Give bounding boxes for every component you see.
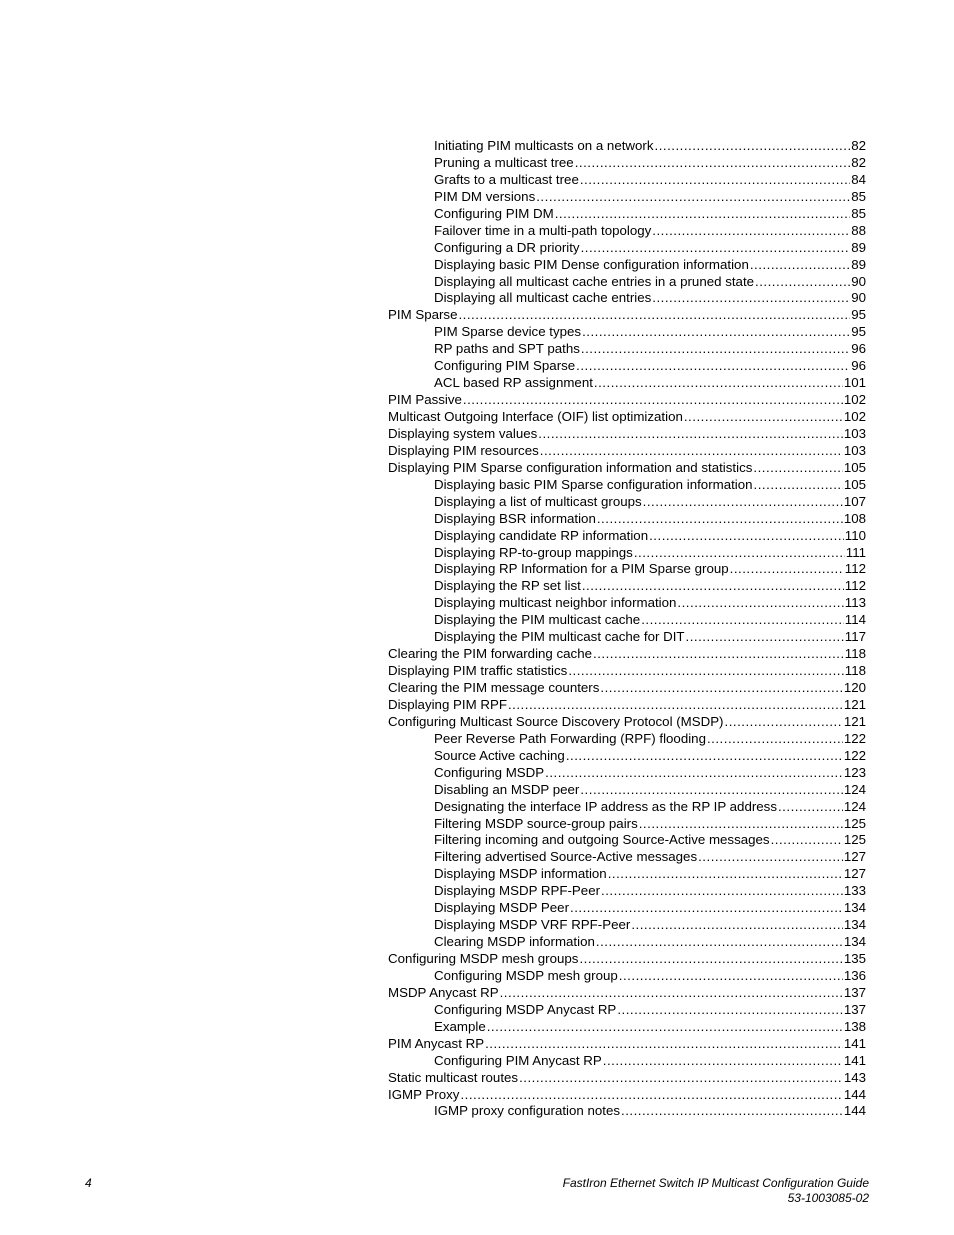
- toc-entry-title: Displaying a list of multicast groups: [434, 493, 642, 509]
- toc-entry-page: 121: [843, 696, 866, 712]
- toc-leader-dots: [755, 274, 850, 291]
- toc-leader-dots: [600, 680, 842, 697]
- toc-entry[interactable]: [388, 409, 866, 426]
- toc-entry-page: 123: [843, 764, 866, 780]
- toc-entry-page: 84: [851, 171, 866, 187]
- toc-leader-dots: [508, 697, 843, 714]
- toc-leader-dots: [771, 832, 843, 849]
- toc-entry[interactable]: [388, 985, 866, 1002]
- toc-entry-title: Displaying RP Information for a PIM Sparse group: [434, 561, 729, 577]
- toc-entry-page: 95: [851, 307, 866, 323]
- toc-leader-dots: [582, 324, 850, 341]
- toc-entry[interactable]: [388, 290, 866, 307]
- toc-entry-title: Filtering MSDP source-group pairs: [434, 815, 638, 831]
- toc-leader-dots: [597, 511, 843, 528]
- toc-entry-page: 114: [844, 612, 866, 628]
- toc-entry-title: Initiating PIM multicasts on a network: [434, 138, 654, 153]
- toc-leader-dots: [639, 816, 843, 833]
- toc-entry-title: Multicast Outgoing Interface (OIF) list optimization: [388, 409, 683, 424]
- toc-entry-title: Configuring MSDP mesh groups: [388, 951, 579, 966]
- toc-leader-dots: [593, 646, 844, 663]
- toc-entry-title: PIM DM versions: [434, 188, 536, 204]
- toc-leader-dots: [580, 782, 842, 799]
- toc-entry[interactable]: [388, 866, 866, 883]
- toc-entry-title: PIM Sparse device types: [434, 324, 582, 340]
- toc-entry[interactable]: [388, 1087, 866, 1104]
- toc-entry[interactable]: [388, 765, 866, 782]
- toc-entry-page: 82: [851, 138, 866, 153]
- toc-entry-page: 141: [843, 1052, 866, 1068]
- toc-entry-page: 103: [843, 425, 866, 441]
- toc-entry-title: Configuring PIM Sparse: [434, 358, 576, 374]
- toc-leader-dots: [575, 155, 851, 172]
- toc-entry[interactable]: [388, 663, 866, 680]
- toc-leader-dots: [619, 968, 843, 985]
- toc-entry-title: Displaying the PIM multicast cache for DIT: [434, 629, 685, 645]
- toc-entry-page: 144: [843, 1086, 866, 1102]
- toc-entry-title: IGMP Proxy: [388, 1086, 460, 1102]
- toc-entry-title: MSDP Anycast RP: [388, 984, 499, 1000]
- toc-entry[interactable]: [388, 731, 866, 748]
- toc-entry-title: Configuring a DR priority: [434, 239, 580, 255]
- toc-entry-title: Source Active caching: [434, 747, 565, 763]
- toc-entry-title: Displaying system values: [388, 425, 538, 441]
- toc-leader-dots: [608, 866, 843, 883]
- toc-entry-page: 141: [843, 1035, 866, 1051]
- toc-entry-page: 111: [845, 544, 866, 560]
- toc-entry[interactable]: [388, 680, 866, 697]
- toc-entry-title: Displaying MSDP VRF RPF-Peer: [434, 917, 631, 933]
- toc-entry-title: Clearing the PIM message counters: [388, 680, 600, 695]
- toc-leader-dots: [652, 290, 850, 307]
- toc-entry[interactable]: [388, 1053, 866, 1070]
- toc-entry-page: 137: [843, 1001, 866, 1017]
- toc-entry[interactable]: [388, 951, 866, 968]
- toc-entry-page: 102: [843, 409, 866, 424]
- toc-entry[interactable]: [388, 1019, 866, 1036]
- toc-entry-page: 113: [844, 595, 866, 611]
- toc-entry[interactable]: [388, 1103, 866, 1120]
- toc-leader-dots: [643, 494, 843, 511]
- toc-leader-dots: [686, 629, 844, 646]
- footer-page-number: 4: [85, 1176, 92, 1190]
- toc-entry[interactable]: [388, 697, 866, 714]
- toc-entry[interactable]: [388, 358, 866, 375]
- toc-leader-dots: [677, 595, 843, 612]
- toc-entry[interactable]: [388, 883, 866, 900]
- toc-entry[interactable]: [388, 240, 866, 257]
- toc-entry-page: 112: [844, 578, 866, 594]
- toc-entry[interactable]: [388, 714, 866, 731]
- toc-entry[interactable]: [388, 341, 866, 358]
- toc-leader-dots: [778, 799, 843, 816]
- toc-leader-dots: [536, 189, 850, 206]
- toc-entry-page: 90: [851, 290, 866, 306]
- toc-entry[interactable]: [388, 1070, 866, 1087]
- toc-entry[interactable]: [388, 917, 866, 934]
- toc-leader-dots: [617, 1002, 843, 1019]
- toc-entry-title: Disabling an MSDP peer: [434, 781, 580, 797]
- toc-leader-dots: [581, 240, 851, 257]
- toc-entry-title: Filtering incoming and outgoing Source-Active messages: [434, 832, 770, 848]
- toc-leader-dots: [579, 951, 842, 968]
- toc-entry-page: 134: [843, 917, 866, 933]
- toc-entry[interactable]: [388, 206, 866, 223]
- toc-entry-page: 134: [843, 900, 866, 916]
- toc-entry-page: 138: [843, 1018, 866, 1034]
- toc-entry-page: 89: [851, 239, 866, 255]
- toc-entry[interactable]: [388, 782, 866, 799]
- toc-entry[interactable]: [388, 1002, 866, 1019]
- toc-leader-dots: [754, 477, 843, 494]
- toc-entry-page: 89: [851, 256, 866, 272]
- toc-entry-page: 102: [843, 392, 866, 408]
- toc-entry[interactable]: [388, 426, 866, 443]
- toc-leader-dots: [545, 765, 843, 782]
- toc-entry-title: PIM Passive: [388, 392, 462, 408]
- toc-entry-page: 107: [843, 493, 866, 509]
- toc-entry-title: Displaying MSDP Peer: [434, 900, 569, 916]
- toc-leader-dots: [652, 223, 850, 240]
- toc-entry-title: Displaying basic PIM Sparse configuration information: [434, 476, 753, 492]
- footer-document-number: 53-1003085-02: [787, 1191, 869, 1205]
- toc-leader-dots: [750, 257, 850, 274]
- toc-entry-page: 122: [843, 730, 866, 746]
- toc-leader-dots: [641, 612, 844, 629]
- toc-entry[interactable]: [388, 189, 866, 206]
- toc-entry-title: Displaying RP-to-group mappings: [434, 544, 633, 560]
- toc-entry-title: Peer Reverse Path Forwarding (RPF) flooding: [434, 730, 706, 746]
- toc-entry-page: 125: [843, 832, 866, 848]
- toc-entry[interactable]: [388, 443, 866, 460]
- toc-entry-page: 108: [843, 510, 866, 526]
- toc-leader-dots: [580, 172, 850, 189]
- toc-leader-dots: [576, 358, 850, 375]
- footer-document-title: FastIron Ethernet Switch IP Multicast Configuration Guide: [562, 1176, 869, 1190]
- toc-entry-title: Configuring MSDP mesh group: [434, 967, 618, 983]
- toc-leader-dots: [570, 900, 843, 917]
- toc-leader-dots: [621, 1103, 843, 1120]
- toc-entry[interactable]: [388, 900, 866, 917]
- toc-entry-title: Configuring PIM DM: [434, 205, 554, 221]
- toc-entry[interactable]: [388, 494, 866, 511]
- toc-entry-page: 120: [843, 680, 866, 695]
- toc-leader-dots: [601, 883, 843, 900]
- toc-entry-page: 133: [843, 883, 866, 899]
- toc-leader-dots: [684, 409, 843, 426]
- toc-leader-dots: [487, 1019, 843, 1036]
- toc-entry-page: 110: [844, 527, 866, 543]
- table-of-contents: [388, 138, 866, 1120]
- toc-entry-title: Displaying MSDP RPF-Peer: [434, 883, 601, 899]
- toc-entry-page: 95: [851, 324, 866, 340]
- toc-leader-dots: [649, 528, 844, 545]
- toc-entry-title: Designating the interface IP address as the RP IP address: [434, 798, 777, 814]
- toc-entry[interactable]: [388, 816, 866, 833]
- toc-entry[interactable]: [388, 274, 866, 291]
- toc-entry-page: 96: [851, 358, 866, 374]
- toc-entry-page: 125: [843, 815, 866, 831]
- toc-entry-title: Displaying MSDP information: [434, 866, 607, 882]
- toc-leader-dots: [500, 985, 843, 1002]
- toc-entry-title: Clearing the PIM forwarding cache: [388, 646, 592, 662]
- toc-entry-title: Grafts to a multicast tree: [434, 171, 579, 187]
- toc-entry[interactable]: [388, 646, 866, 663]
- toc-entry[interactable]: [388, 595, 866, 612]
- toc-entry[interactable]: [388, 511, 866, 528]
- toc-entry[interactable]: [388, 968, 866, 985]
- toc-entry-title: Configuring PIM Anycast RP: [434, 1052, 602, 1068]
- toc-entry[interactable]: [388, 324, 866, 341]
- toc-entry[interactable]: [388, 172, 866, 189]
- toc-entry-title: Configuring MSDP Anycast RP: [434, 1001, 617, 1017]
- toc-entry-title: Displaying the PIM multicast cache: [434, 612, 641, 628]
- toc-entry-page: 127: [843, 849, 866, 865]
- toc-leader-dots: [540, 443, 843, 460]
- toc-leader-dots: [655, 138, 851, 155]
- toc-leader-dots: [519, 1070, 843, 1087]
- toc-entry-title: ACL based RP assignment: [434, 375, 593, 391]
- toc-leader-dots: [581, 341, 850, 358]
- toc-leader-dots: [730, 561, 844, 578]
- toc-entry-page: 85: [851, 188, 866, 204]
- toc-entry-page: 101: [843, 375, 866, 391]
- toc-entry-page: 117: [844, 629, 866, 645]
- toc-leader-dots: [460, 1087, 842, 1104]
- toc-leader-dots: [463, 392, 843, 409]
- toc-entry[interactable]: [388, 528, 866, 545]
- toc-entry-page: 135: [843, 951, 866, 966]
- toc-entry-title: Clearing MSDP information: [434, 934, 595, 950]
- toc-leader-dots: [634, 545, 845, 562]
- toc-entry-page: 105: [843, 476, 866, 492]
- toc-entry-title: Failover time in a multi-path topology: [434, 222, 652, 238]
- toc-entry-page: 124: [843, 781, 866, 797]
- toc-entry-title: Filtering advertised Source-Active messages: [434, 849, 698, 865]
- toc-entry-page: 121: [843, 713, 866, 729]
- toc-entry[interactable]: [388, 460, 866, 477]
- toc-entry-page: 103: [843, 442, 866, 458]
- toc-entry-page: 118: [844, 646, 866, 662]
- toc-entry[interactable]: [388, 392, 866, 409]
- toc-leader-dots: [555, 206, 850, 223]
- toc-leader-dots: [631, 917, 843, 934]
- toc-entry[interactable]: [388, 832, 866, 849]
- toc-entry-title: PIM Sparse: [388, 307, 458, 323]
- toc-leader-dots: [707, 731, 843, 748]
- toc-entry[interactable]: [388, 155, 866, 172]
- toc-entry-page: 137: [843, 984, 866, 1000]
- toc-entry-page: 82: [851, 154, 866, 170]
- toc-leader-dots: [566, 748, 843, 765]
- toc-entry-page: 122: [843, 747, 866, 763]
- toc-leader-dots: [753, 460, 842, 477]
- toc-leader-dots: [538, 426, 843, 443]
- toc-entry-title: Configuring MSDP: [434, 764, 545, 780]
- toc-entry-page: 85: [851, 205, 866, 221]
- toc-entry-title: RP paths and SPT paths: [434, 341, 580, 357]
- toc-entry-title: Pruning a multicast tree: [434, 154, 574, 170]
- toc-entry-page: 143: [843, 1069, 866, 1085]
- toc-entry[interactable]: [388, 799, 866, 816]
- toc-entry[interactable]: [388, 934, 866, 951]
- toc-entry[interactable]: [388, 578, 866, 595]
- toc-leader-dots: [725, 714, 843, 731]
- toc-entry-title: IGMP proxy configuration notes: [434, 1103, 621, 1119]
- toc-entry-title: Configuring Multicast Source Discovery Protocol (MSDP): [388, 713, 724, 729]
- toc-entry[interactable]: [388, 849, 866, 866]
- toc-entry[interactable]: [388, 307, 866, 324]
- toc-entry[interactable]: [388, 257, 866, 274]
- toc-entry[interactable]: [388, 629, 866, 646]
- toc-entry[interactable]: [388, 561, 866, 578]
- toc-leader-dots: [594, 375, 843, 392]
- toc-entry-title: Displaying candidate RP information: [434, 527, 649, 543]
- toc-entry-page: 88: [851, 222, 866, 238]
- toc-entry-page: 118: [844, 663, 866, 679]
- toc-leader-dots: [582, 578, 844, 595]
- toc-leader-dots: [596, 934, 843, 951]
- toc-entry-page: 144: [843, 1103, 866, 1119]
- toc-entry-page: 127: [843, 866, 866, 882]
- toc-entry-title: Displaying PIM resources: [388, 442, 539, 458]
- toc-entry[interactable]: [388, 477, 866, 494]
- toc-entry-page: 90: [851, 273, 866, 289]
- toc-entry-page: 96: [851, 341, 866, 357]
- toc-entry[interactable]: [388, 138, 866, 155]
- toc-leader-dots: [698, 849, 843, 866]
- toc-entry-title: PIM Anycast RP: [388, 1035, 485, 1051]
- toc-entry-page: 105: [843, 459, 866, 475]
- toc-entry[interactable]: [388, 545, 866, 562]
- toc-entry-title: Displaying all multicast cache entries: [434, 290, 652, 306]
- toc-entry[interactable]: [388, 223, 866, 240]
- toc-entry-page: 112: [844, 561, 866, 577]
- toc-entry-title: Example: [434, 1018, 486, 1034]
- toc-entry[interactable]: [388, 612, 866, 629]
- toc-entry-title: Static multicast routes: [388, 1069, 519, 1085]
- toc-leader-dots: [485, 1036, 843, 1053]
- toc-leader-dots: [603, 1053, 843, 1070]
- toc-entry-title: Displaying PIM traffic statistics: [388, 663, 568, 679]
- toc-entry[interactable]: [388, 375, 866, 392]
- toc-entry-page: 134: [843, 934, 866, 950]
- toc-entry-title: Displaying multicast neighbor information: [434, 595, 677, 611]
- toc-entry-title: Displaying basic PIM Dense configuration information: [434, 256, 749, 272]
- toc-entry[interactable]: [388, 1036, 866, 1053]
- toc-entry-title: Displaying BSR information: [434, 510, 596, 526]
- toc-entry-title: Displaying PIM Sparse configuration information and statistics: [388, 459, 753, 475]
- toc-entry-title: Displaying PIM RPF: [388, 696, 507, 712]
- toc-entry-title: Displaying all multicast cache entries in a pruned state: [434, 273, 755, 289]
- toc-entry-title: Displaying the RP set list: [434, 578, 581, 594]
- toc-entry-page: 136: [843, 967, 866, 983]
- toc-leader-dots: [458, 307, 850, 324]
- toc-leader-dots: [568, 663, 843, 680]
- toc-entry-page: 124: [843, 798, 866, 814]
- toc-entry[interactable]: [388, 748, 866, 765]
